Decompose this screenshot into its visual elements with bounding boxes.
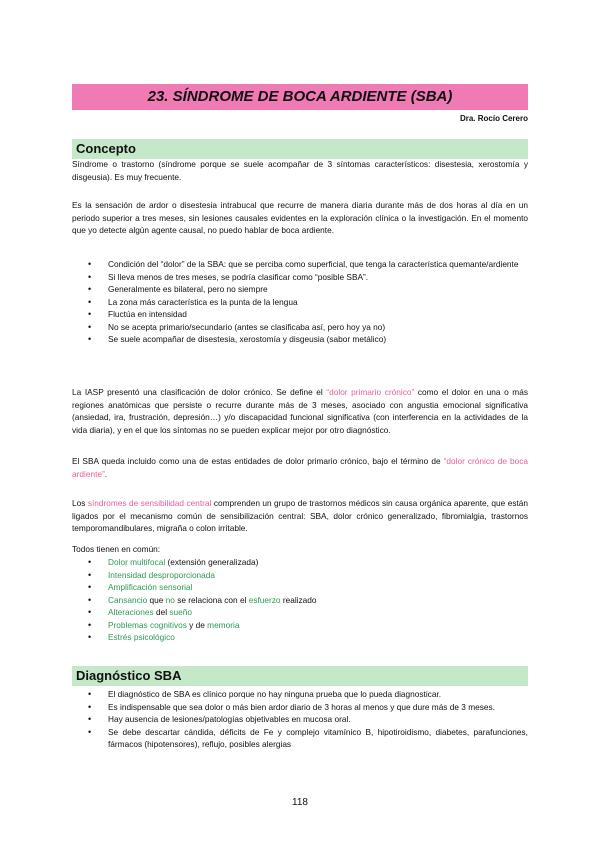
term-sensibilidad-central: síndromes de sensibilidad central	[87, 498, 212, 508]
list-item: • Fluctúa en intensidad	[72, 308, 528, 321]
list-item: • Es indispensable que sea dolor o más bien ardor diario de 3 horas al menos y que dure más de 3 meses.	[72, 701, 528, 714]
list-item: • Si lleva menos de tres meses, se podría clasificar como “posible SBA”.	[72, 271, 528, 284]
section-heading-diagnostico: Diagnóstico SBA	[72, 666, 528, 686]
list-item: • Intensidad desproporcionada	[72, 569, 528, 582]
list-item: • Amplificación sensorial	[72, 581, 528, 594]
list-item: • El diagnóstico de SBA es clínico porque no hay ninguna prueba que lo pueda diagnosticar.	[72, 688, 528, 701]
term-dolor-primario: “dolor primario crónico”	[326, 387, 415, 397]
list-item: • No se acepta primario/secundario (antes se clasificaba así, pero hoy ya no)	[72, 321, 528, 334]
paragraph-sba-classification: El SBA queda incluido como una de estas entidades de dolor primario crónico, bajo el término de “dolor crónico de boca ardiente”.	[72, 456, 528, 479]
list-item: • Se debe descartar cándida, déficits de Fe y complejo vitamínico B, hipotiroidismo, diabetes, parafunciones, fármacos (hipotensores), reflujo, posibles alergias	[72, 726, 528, 751]
list-item: • Cansancio que no se relaciona con el esfuerzo realizado	[72, 594, 528, 607]
list-item: • Problemas cognitivos y de memoria	[72, 619, 528, 632]
paragraph-iasp: La IASP presentó una clasificación de dolor crónico. Se define el “dolor primario crónico” como el dolor en una o más regiones anatómicas que persiste o recurre durante más de 3 meses, asociado con angustia emocional significativa (ansiedad, ira, frustración, depresión…) y/o discapacidad funcional significativa (con interferencia en la actividades de la vida diaria), y en el que los síntomas no se pueden explicar mejor por otro diagnóstico.	[72, 387, 528, 435]
chapter-title-bar	[72, 84, 528, 110]
concepto-bullet-list	[72, 258, 528, 346]
chapter-title: 23. SÍNDROME DE BOCA ARDIENTE (SBA)	[147, 88, 453, 105]
list-item: • Generalmente es bilateral, pero no siempre	[72, 283, 528, 296]
term-dolor-cronico-ba: “dolor crónico de boca ardiente”	[72, 456, 528, 479]
author: Dra. Rocío Cerero	[459, 114, 528, 123]
common-features-list	[72, 556, 528, 644]
list-item: • Estrés psicológico	[72, 631, 528, 644]
paragraph-description: Es la sensación de ardor o disestesia intrabucal que recurre de manera diaria durante más de dos horas al día en un periodo superior a tres meses, sin lesiones causales evidentes en la exploración clínica o la investigación. En el momento que yo detecte algún agente causal, no puedo hablar de boca ardiente.	[72, 200, 528, 235]
paragraph-central-sensitivity: Los síndromes de sensibilidad central comprenden un grupo de trastornos médicos sin causa orgánica aparente, que están ligados por el mecanismo común de sensibilización central: SBA, dolor crónico generalizado, fibromialgia, trastornos temporomandibulares, migraña o colon irritable.	[72, 498, 528, 533]
list-item: • Dolor multifocal (extensión generalizada)	[72, 556, 528, 569]
list-item: • La zona más característica es la punta de la lengua	[72, 296, 528, 309]
list-item: • Alteraciones del sueño	[72, 606, 528, 619]
page-number: 118	[292, 797, 308, 808]
diagnostico-bullet-list	[72, 688, 528, 751]
paragraph-definition: Síndrome o trastorno (síndrome porque se suele acompañar de 3 síntomas característicos: disestesia, xerostomía y disgeusia). Es muy frecuente.	[72, 159, 528, 182]
common-intro: Todos tienen en común:	[72, 544, 161, 554]
list-item: • Condición del “dolor” de la SBA: que se perciba como superficial, que tenga la característica quemante/ardiente	[72, 258, 528, 271]
list-item: • Hay ausencia de lesiones/patologías objetivables en mucosa oral.	[72, 713, 528, 726]
list-item: • Se suele acompañar de disestesia, xerostomía y disgeusia (sabor metálico)	[72, 333, 528, 346]
section-heading-concepto: Concepto	[72, 139, 528, 159]
